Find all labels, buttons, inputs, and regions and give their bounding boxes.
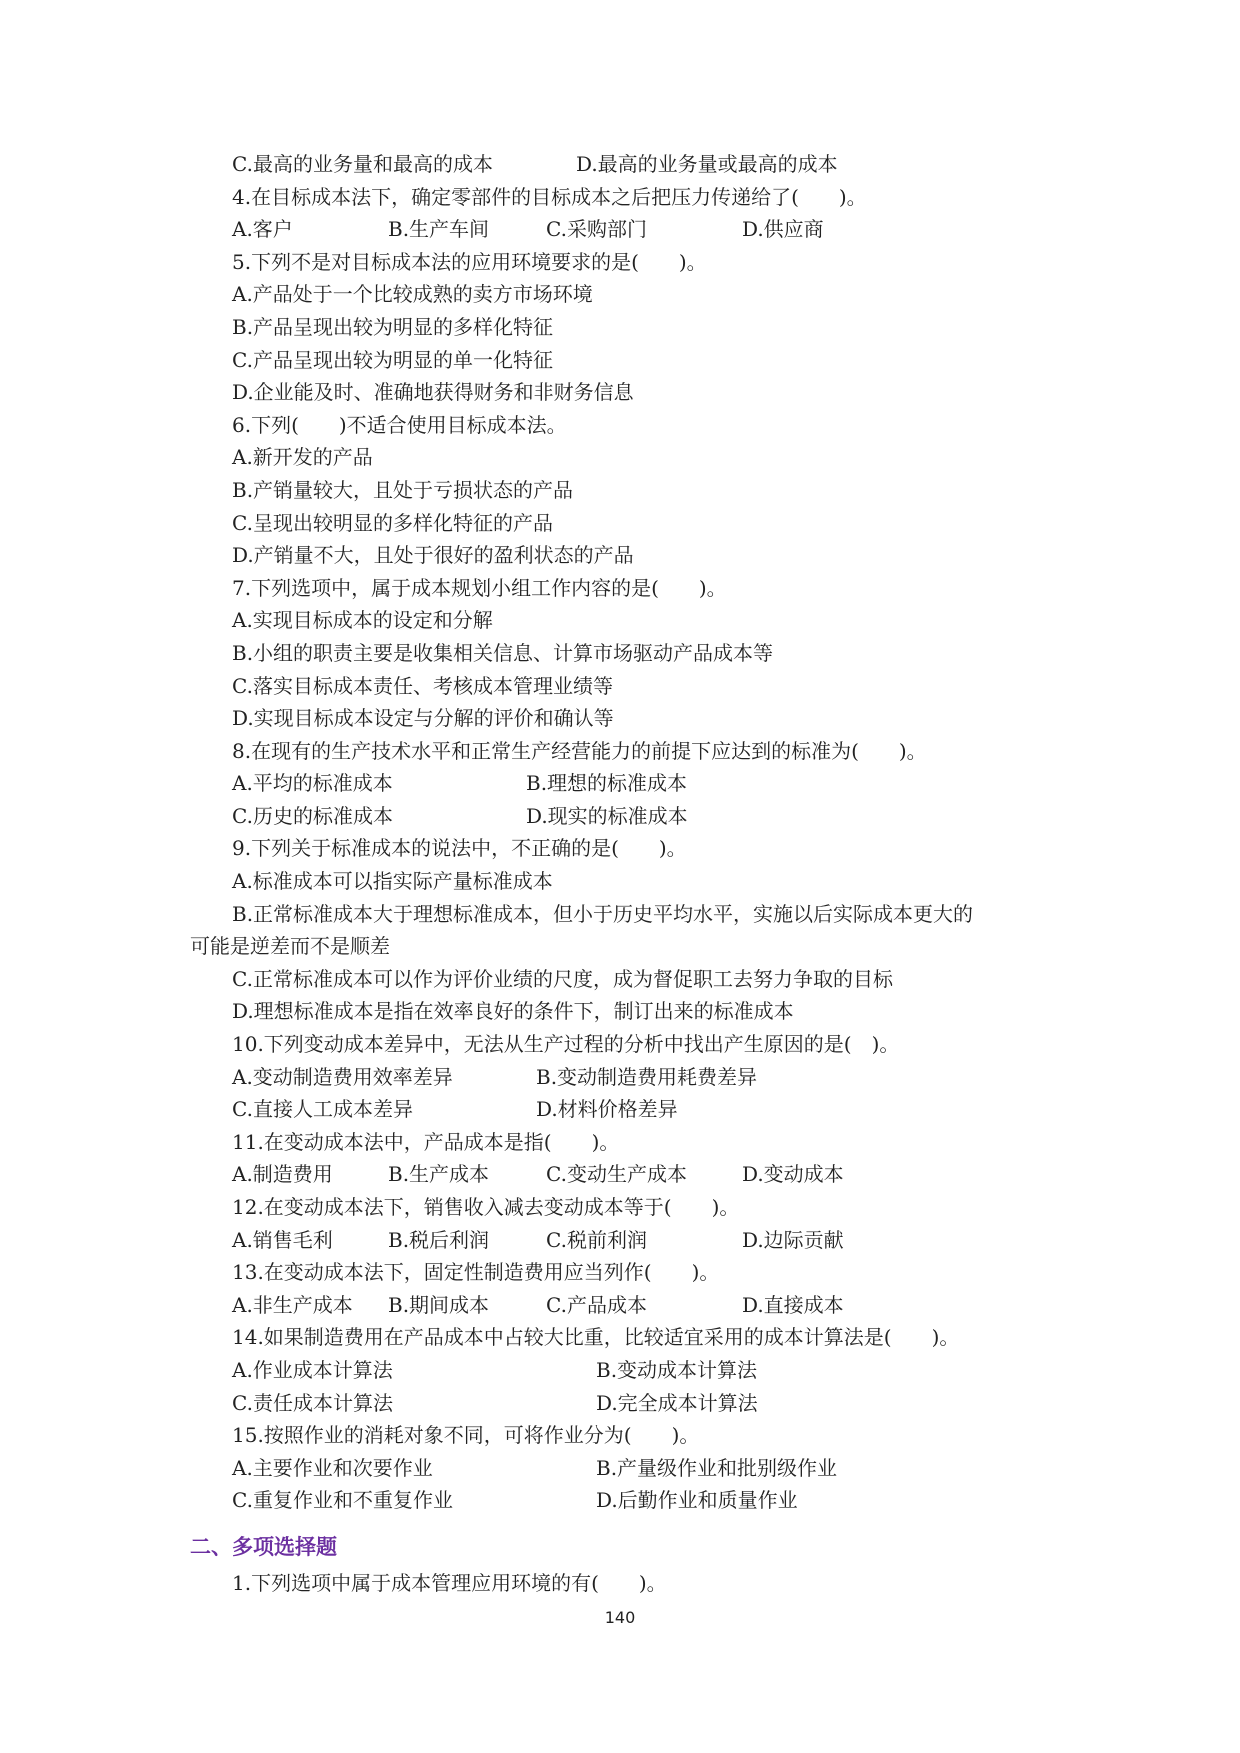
option-item: D.边际贡献 [742, 1227, 844, 1252]
option-row [190, 1224, 1050, 1257]
option-item: B.理想的标准成本 [526, 771, 688, 796]
option-line: D.企业能及时、准确地获得财务和非财务信息 [232, 380, 634, 405]
option-item: A.客户 [232, 217, 293, 242]
question-stem: 6.下列( )不适合使用目标成本法。 [232, 412, 567, 437]
option-item: A.变动制造费用效率差异 [232, 1064, 453, 1089]
option-line: A.新开发的产品 [232, 445, 373, 470]
option-row [190, 148, 1050, 181]
option-line: C.产品呈现出较为明显的单一化特征 [232, 347, 553, 372]
option-line: B.产品呈现出较为明显的多样化特征 [232, 314, 554, 339]
option-row [190, 767, 1050, 800]
option-item: D.材料价格差异 [536, 1097, 678, 1122]
option-item: D.变动成本 [742, 1162, 844, 1187]
question-stem: 14.如果制造费用在产品成本中占较大比重，比较适宜采用的成本计算法是( )。 [232, 1325, 960, 1350]
option-row [190, 213, 1050, 246]
option-item: A.主要作业和次要作业 [232, 1455, 433, 1480]
option-item: B.税后利润 [388, 1227, 490, 1252]
option-line: B.小组的职责主要是收集相关信息、计算市场驱动产品成本等 [232, 640, 774, 665]
option-row [190, 1354, 1050, 1387]
option-line: B.正常标准成本大于理想标准成本，但小于历史平均水平，实施以后实际成本更大的 [232, 901, 974, 926]
option-row [190, 1093, 1050, 1126]
question-stem: 8.在现有的生产技术水平和正常生产经营能力的前提下应达到的标准为( )。 [232, 738, 927, 763]
option-item: C.采购部门 [546, 217, 647, 242]
question-stem: 9.下列关于标准成本的说法中，不正确的是( )。 [232, 836, 687, 861]
option-item: C.产品成本 [546, 1292, 647, 1317]
option-item: B.产量级作业和批别级作业 [596, 1455, 838, 1480]
option-item: A.平均的标准成本 [232, 771, 393, 796]
option-line: D.理想标准成本是指在效率良好的条件下，制订出来的标准成本 [232, 999, 794, 1024]
option-line: A.标准成本可以指实际产量标准成本 [232, 869, 553, 894]
option-item: B.变动制造费用耗费差异 [536, 1064, 758, 1089]
question-stem: 10.下列变动成本差异中，无法从生产过程的分析中找出产生原因的是( )。 [232, 1032, 900, 1057]
option-row [190, 1484, 1050, 1517]
question-stem: 4.在目标成本法下，确定零部件的目标成本之后把压力传递给了( )。 [232, 184, 867, 209]
question-stem: 15.按照作业的消耗对象不同，可将作业分为( )。 [232, 1423, 700, 1448]
page-number: 140 [604, 1608, 636, 1627]
option-item: D.后勤作业和质量作业 [596, 1488, 798, 1513]
option-line: C.正常标准成本可以作为评价业绩的尺度，成为督促职工去努力争取的目标 [232, 966, 893, 991]
option-line: A.实现目标成本的设定和分解 [232, 608, 493, 633]
option-item: D.直接成本 [742, 1292, 844, 1317]
option-row [190, 800, 1050, 833]
option-row [190, 1061, 1050, 1094]
question-stem: 5.下列不是对目标成本法的应用环境要求的是( )。 [232, 249, 707, 274]
section-heading: 二、多项选择题 [190, 1534, 337, 1559]
option-line: C.落实目标成本责任、考核成本管理业绩等 [232, 673, 613, 698]
option-item: B.变动成本计算法 [596, 1357, 758, 1382]
text-line: 可能是逆差而不是顺差 [190, 934, 390, 959]
question-stem: 13.在变动成本法下，固定性制造费用应当列作( )。 [232, 1260, 720, 1285]
option-item: D.现实的标准成本 [526, 803, 688, 828]
option-item: B.生产车间 [388, 217, 490, 242]
option-item: D.供应商 [742, 217, 824, 242]
option-item: C.最高的业务量和最高的成本 [232, 152, 493, 176]
option-line: D.实现目标成本设定与分解的评价和确认等 [232, 706, 614, 731]
option-item: C.直接人工成本差异 [232, 1097, 413, 1122]
question-stem: 12.在变动成本法下，销售收入减去变动成本等于( )。 [232, 1195, 740, 1219]
option-line: B.产销量较大，且处于亏损状态的产品 [232, 477, 574, 502]
question-list [190, 148, 1050, 1600]
option-item: C.变动生产成本 [546, 1162, 687, 1187]
option-item: A.非生产成本 [232, 1292, 353, 1317]
option-item: C.责任成本计算法 [232, 1390, 393, 1415]
option-row [190, 1158, 1050, 1191]
option-row [190, 1452, 1050, 1485]
option-line: A.产品处于一个比较成熟的卖方市场环境 [232, 282, 593, 307]
option-item: C.重复作业和不重复作业 [232, 1488, 453, 1513]
option-item: B.生产成本 [388, 1162, 490, 1187]
option-line: D.产销量不大，且处于很好的盈利状态的产品 [232, 543, 634, 568]
option-item: A.制造费用 [232, 1162, 333, 1187]
question-stem: 1.下列选项中属于成本管理应用环境的有( )。 [232, 1570, 667, 1595]
option-row [190, 1289, 1050, 1322]
question-stem: 7.下列选项中，属于成本规划小组工作内容的是( )。 [232, 575, 727, 600]
option-item: D.完全成本计算法 [596, 1390, 758, 1415]
question-stem: 11.在变动成本法中，产品成本是指( )。 [232, 1129, 620, 1154]
option-item: C.税前利润 [546, 1227, 647, 1252]
option-item: A.销售毛利 [232, 1227, 333, 1252]
option-line: C.呈现出较明显的多样化特征的产品 [232, 510, 553, 535]
option-item: D.最高的业务量或最高的成本 [576, 152, 838, 176]
option-item: A.作业成本计算法 [232, 1357, 393, 1382]
option-item: B.期间成本 [388, 1292, 490, 1317]
option-row [190, 1387, 1050, 1420]
option-item: C.历史的标准成本 [232, 803, 393, 828]
